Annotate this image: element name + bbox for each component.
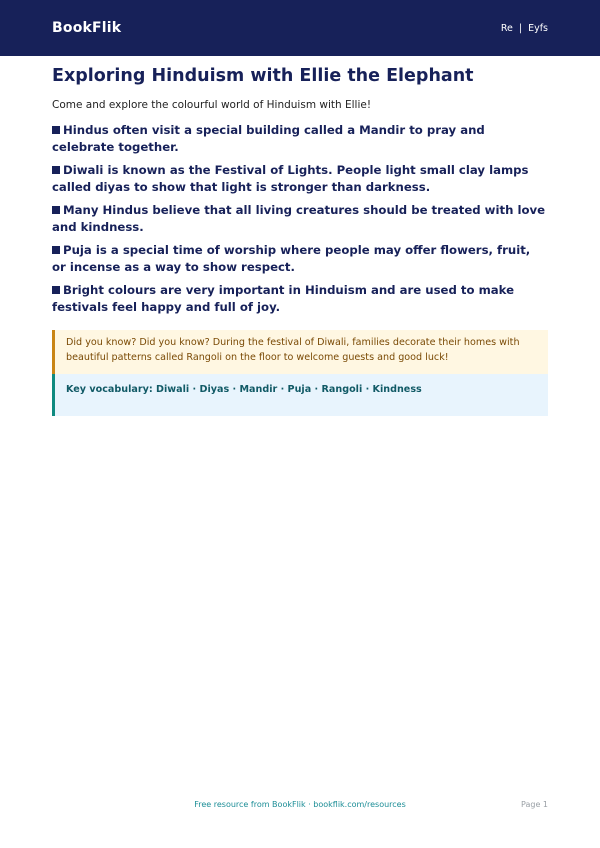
fact-item	[52, 282, 548, 316]
square-bullet-icon	[52, 126, 60, 134]
did-you-know-callout: Did you know? Did you know? During the festival of Diwali, families decorate their homes with beautiful patterns called Rangoli on the floor to welcome guests and good luck!	[52, 330, 548, 374]
header-separator: |	[518, 22, 523, 34]
vocabulary-callout: Key vocabulary: Diwali · Diyas · Mandir · Puja · Rangoli · Kindness	[52, 374, 548, 416]
stage-label: Eyfs	[528, 22, 548, 34]
page-footer	[52, 800, 548, 814]
page-header	[0, 0, 600, 56]
fact-text: Diwali is known as the Festival of Lights. People light small clay lamps called diyas to show that light is stronger than darkness.	[52, 163, 529, 194]
fact-text: Puja is a special time of worship where people may offer flowers, fruit, or incense as a way to show respect.	[52, 243, 531, 274]
square-bullet-icon	[52, 246, 60, 254]
subject-label: Re	[500, 22, 513, 34]
fact-item	[52, 202, 548, 236]
square-bullet-icon	[52, 286, 60, 294]
fact-text: Many Hindus believe that all living creatures should be treated with love and kindness.	[52, 203, 546, 234]
footer-resource-link[interactable]: Free resource from BookFlik · bookflik.com/resources	[194, 800, 406, 809]
intro-text: Come and explore the colourful world of Hinduism with Ellie!	[52, 99, 372, 111]
page-number: Page 1	[521, 800, 548, 809]
fact-item	[52, 162, 548, 196]
square-bullet-icon	[52, 206, 60, 214]
fact-item	[52, 122, 548, 156]
header-meta	[501, 23, 548, 34]
square-bullet-icon	[52, 166, 60, 174]
page-title: Exploring Hinduism with Ellie the Elephant	[52, 66, 474, 86]
fact-text: Hindus often visit a special building called a Mandir to pray and celebrate together.	[52, 123, 485, 154]
fact-text: Bright colours are very important in Hinduism and are used to make festivals feel happy and full of joy.	[52, 283, 515, 314]
fact-list	[52, 122, 548, 316]
main-content	[52, 64, 548, 416]
fact-item	[52, 242, 548, 276]
brand-logo[interactable]: BookFlik	[52, 20, 122, 36]
